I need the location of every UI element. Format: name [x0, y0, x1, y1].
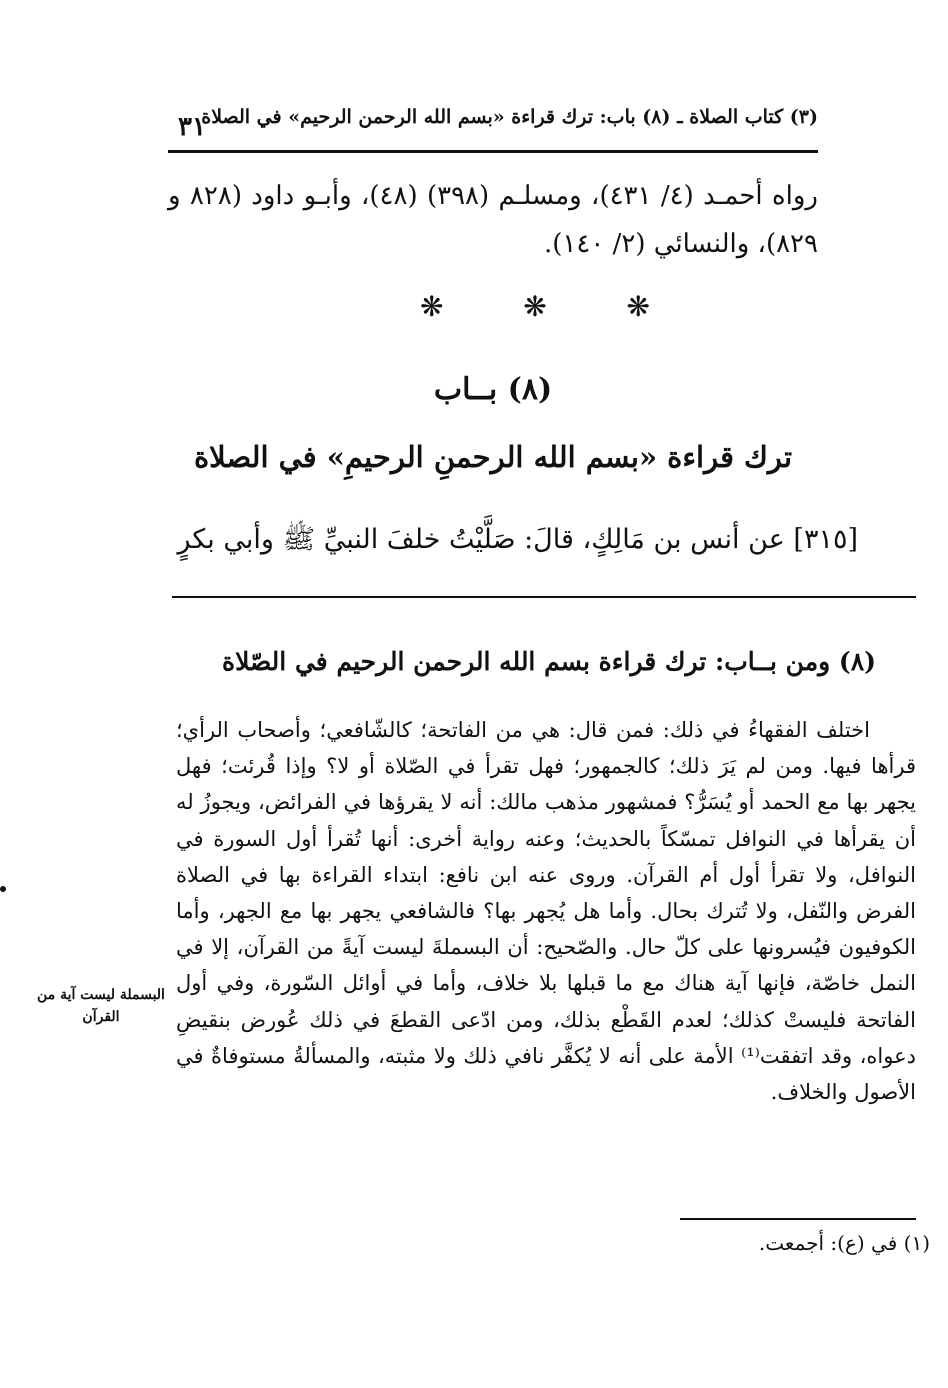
hadith-text: [٣١٥] عن أنس بن مَالِكٍ، قالَ: صَلَّيْتُ خلفَ النبيِّ ﷺ وأبي بكرٍ — [177, 524, 858, 555]
section-separator — [420, 292, 650, 322]
hadith-reference: رواه أحمـد (٤/ ٤٣١)، ومسلـم (٣٩٨) (٤٨)، وأبـو داود (٨٢٨ و ٨٢٩)، والنسائي (٢/ ١٤٠). — [168, 181, 818, 259]
chapter-label: (٨) بــاب — [433, 372, 553, 407]
footnote-divider — [680, 1218, 916, 1220]
header-divider — [168, 150, 818, 153]
commentary-paragraph: اختلف الفقهاءُ في ذلك: فمن قال: هي من الفاتحة؛ كالشّافعي؛ وأصحاب الرأي؛ قرأها فيها. ومن لم يَرَ ذلك؛ كالجمهور؛ فهل تقرأ في الصّلاة أو لا؟ وإذا قُرئت؛ فهل يجهر بها مع الحمد أو يُسَرُّ؟ فمشهور مذهب مالك: أنه لا يقرؤها في الفرائض، ويجوزُ له أن يقرأها في النوافل تمسّكاً بالحديث؛ وعنه رواية أخرى: أنها تُقرأ أول السورة في النوافل، ولا تقرأ أول أم القرآن. وروى عنه ابن نافع: ابتداء القراءة بها في الصلاة الفرض والنّفل، ولا تُترك بحال. وأما هل يُجهر بها؟ فالشافعي يجهر بها مع الجهر، وأما الكوفيون فيُسرونها على كلّ حال. والصّحيح: أن البسملةَ ليست آيةً من القرآن، إلا في النمل خاصّة، فإنها آية هناك مع ما قبلها بلا خلاف، وأما في أوائل السّورة، وفي أول الفاتحة فليستْ كذلك؛ لعدم القَطْع بذلك، ومن ادّعى القطعَ في ذلك عُورض بنقيضِ دعواه، وقد اتفقت⁽¹⁾ الأمة على أنه لا يُكفَّر نافي ذلك ولا مثبته، والمسألةُ مستوفاةٌ في الأصول والخلاف. — [176, 718, 916, 1105]
separator-star: ❋ — [523, 290, 547, 323]
running-header — [168, 100, 818, 148]
chapter-title: ترك قراءة «بسم الله الرحمنِ الرحيمِ» في الصلاة — [193, 440, 793, 474]
footnote: (١) في (ع): أجمعت. — [758, 1231, 930, 1255]
commentary-body — [176, 712, 916, 1110]
separator-star: ❋ — [420, 290, 444, 323]
page-number: ٣١ — [178, 112, 206, 142]
header-title: (٣) كتاب الصلاة ـ (٨) باب: ترك قراءة «بسم الله الرحمن الرحيم» في الصلاة — [201, 106, 818, 128]
commentary-divider — [172, 596, 916, 598]
commentary-heading: (٨) ومن بــاب: ترك قراءة بسم الله الرحمن الرحيم في الصّلاة — [221, 647, 876, 676]
separator-star: ❋ — [626, 290, 650, 323]
margin-note: البسملة ليست آية من القرآن — [37, 987, 165, 1025]
scan-speck — [0, 886, 6, 892]
